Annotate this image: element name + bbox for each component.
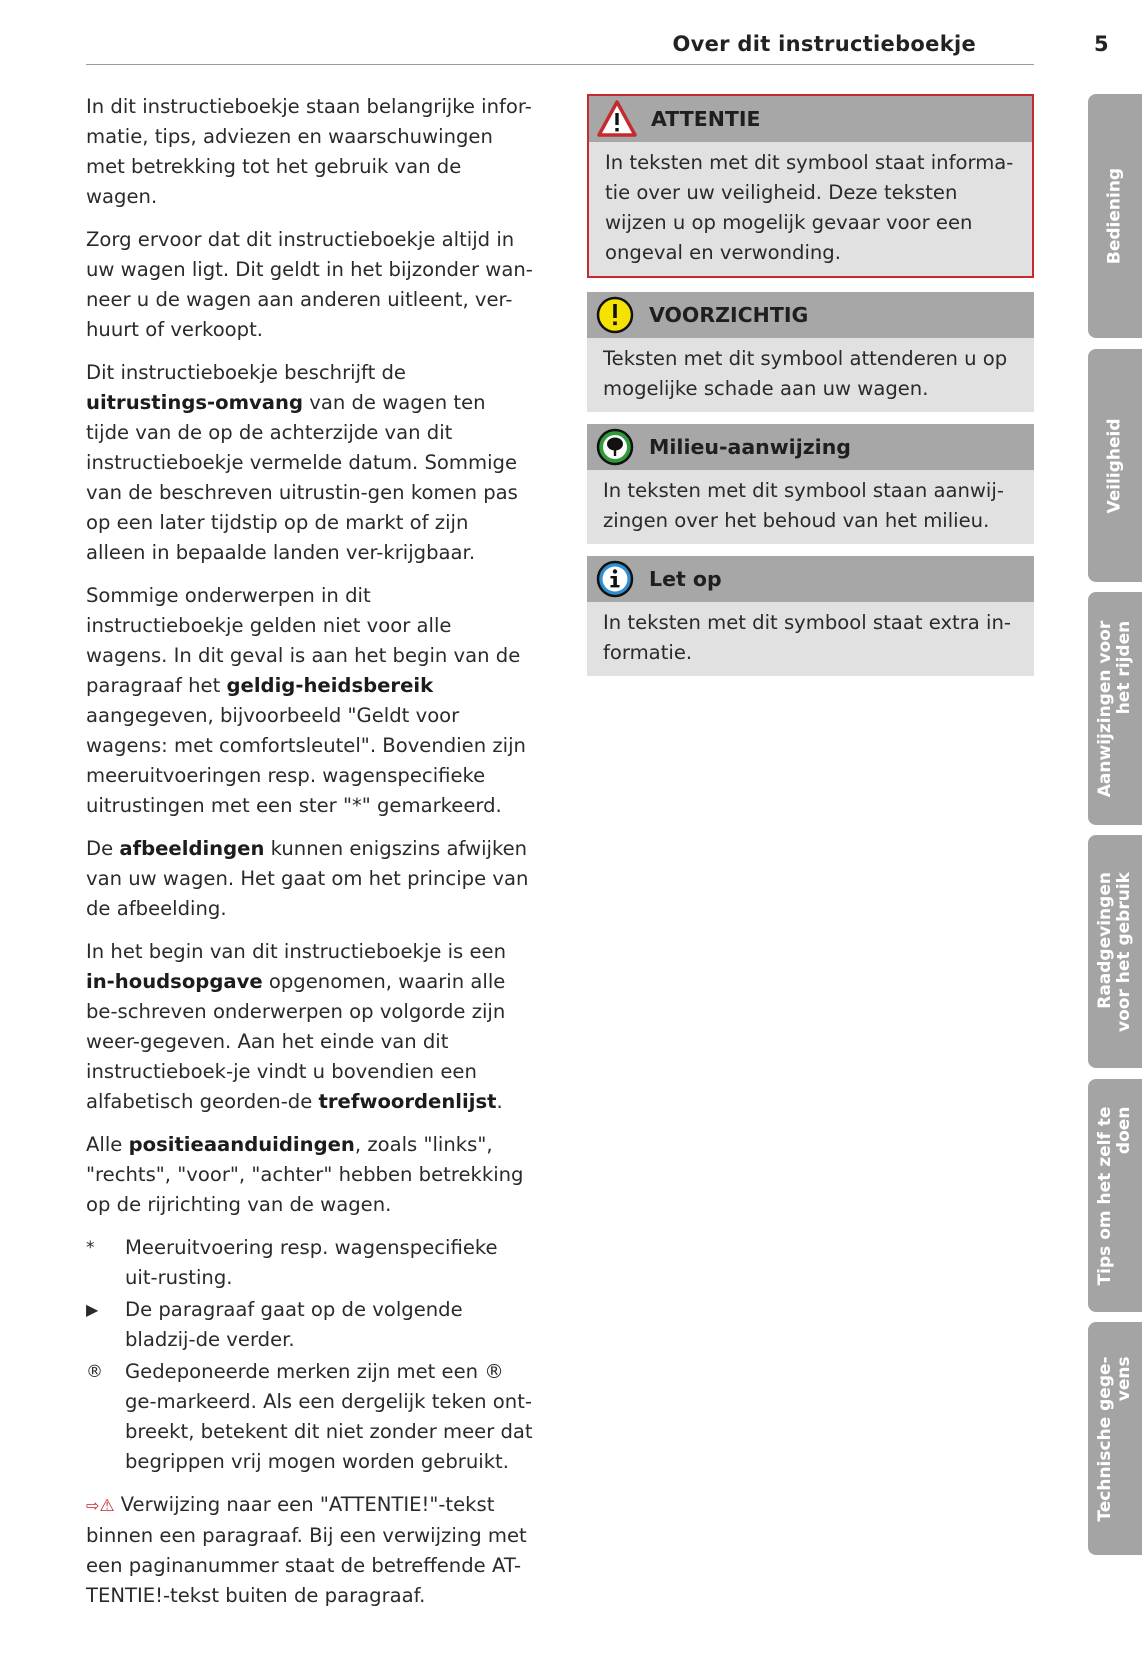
legend-text: De paragraaf gaat op de volgende bladzij-de verder. — [125, 1298, 463, 1351]
legend-text: Gedeponeerde merken zijn met een ® ge-markeerd. Als een dergelijk teken ont-breekt, betekent dit niet zonder meer dat begrippen vrij mogen worden gebruikt. — [125, 1360, 533, 1473]
header-rule — [86, 64, 1034, 65]
side-tab-label-line2: vens — [1114, 1355, 1134, 1401]
tree-environment-icon — [595, 427, 635, 467]
caution-exclamation-icon — [595, 295, 635, 335]
side-tab-label: Aanwijzingen voor — [1095, 620, 1115, 797]
paragraph-contents: In het begin van dit instructieboekje is een in-houdsopgave opgenomen, waarin alle be-schreven onderwerpen op volgorde zijn weer-gegeven. Aan het einde van dit instructieboek-je vindt u bovendien een alfabetisch georden-de trefwoordenlijst. — [86, 940, 507, 1113]
warning-triangle-icon — [597, 99, 637, 139]
environment-box-header — [587, 424, 1034, 470]
caution-box-title: VOORZICHTIG — [649, 303, 809, 327]
warning-triangle-icon: ⚠ — [99, 1496, 115, 1516]
header-title: Over dit instructieboekje — [672, 32, 976, 56]
side-tab-technische[interactable] — [1088, 1322, 1142, 1555]
paragraph-illustrations: De afbeeldingen kunnen enigszins afwijken van uw wagen. Het gaat om het principe van de afbeelding. — [86, 837, 529, 920]
note-box-text: In teksten met dit symbool staat extra in-formatie. — [603, 611, 1011, 664]
side-tab-label: Raadgevingen — [1095, 871, 1115, 1009]
environment-box — [587, 424, 1034, 544]
paragraph-intro: In dit instructieboekje staan belangrijke infor-matie, tips, adviezen en waarschuwingen met betrekking tot het gebruik van de wagen. — [86, 95, 532, 208]
side-tab-tips[interactable] — [1088, 1079, 1142, 1312]
legend-item-registered — [86, 1357, 534, 1477]
attention-box-title: ATTENTIE — [651, 107, 761, 131]
side-tab-label-line2: het rijden — [1114, 620, 1134, 714]
legend-item-continue — [86, 1295, 534, 1355]
legend-item-asterisk — [86, 1233, 534, 1293]
side-tab-label: Bediening — [1104, 167, 1125, 265]
left-column — [86, 92, 534, 1624]
side-tab-veiligheid[interactable] — [1088, 349, 1142, 582]
environment-box-text: In teksten met dit symbool staan aanwij-zingen over het behoud van het milieu. — [603, 479, 1004, 532]
attention-box — [587, 94, 1034, 278]
registered-icon: ® — [86, 1362, 103, 1382]
info-icon — [595, 559, 635, 599]
paragraph-validity: Sommige onderwerpen in dit instructieboekje gelden niet voor alle wagens. In dit geval is aan het begin van de paragraaf het geldig-heidsbereik aangegeven, bijvoorbeeld "Geldt voor wagens: met comfortsleutel". Bovendien zijn meeruitvoeringen resp. wagenspecifieke uitrustingen met een ster "*" gemarkeerd. — [86, 584, 526, 817]
paragraph-attention-reference: ⇨⚠ Verwijzing naar een "ATTENTIE!"-tekst binnen een paragraaf. Bij een verwijzing met een paginanummer staat de betreffende AT-TENTIE!-tekst buiten de paragraaf. — [86, 1493, 527, 1607]
side-tab-raadgevingen[interactable] — [1088, 835, 1142, 1068]
side-tab-bediening[interactable] — [1088, 94, 1142, 338]
note-box — [587, 556, 1034, 676]
attention-box-text: In teksten met dit symbool staat informa-tie over uw veiligheid. Deze teksten wijzen u op mogelijk gevaar voor een ongeval en verwonding. — [605, 151, 1014, 264]
legend-text: Meeruitvoering resp. wagenspecifieke uit-rusting. — [125, 1236, 498, 1289]
side-tab-label: Technische gege- — [1095, 1355, 1115, 1522]
paragraph-equipment-scope: Dit instructieboekje beschrijft de uitrustings-omvang van de wagen ten tijde van de op de achterzijde van dit instructieboekje vermelde datum. Sommige van de beschreven uitrustin-gen komen pas op een later tijdstip op de markt of zijn alleen in bepaalde landen ver-krijgbaar. — [86, 361, 518, 564]
reference-arrow-icon: ⇨ — [86, 1496, 100, 1515]
side-tab-label: Veiligheid — [1104, 417, 1125, 514]
continue-arrow-icon: ▶ — [86, 1300, 99, 1319]
note-box-header — [587, 556, 1034, 602]
caution-box-text: Teksten met dit symbool attenderen u op mogelijke schade aan uw wagen. — [603, 347, 1008, 400]
paragraph-keep-in-car: Zorg ervoor dat dit instructieboekje altijd in uw wagen ligt. Dit geldt in het bijzonder wan-neer u de wagen aan anderen uitleent, ver-huurt of verkoopt. — [86, 228, 533, 341]
side-tab-label: Tips om het zelf te — [1095, 1106, 1115, 1285]
paragraph-positions: Alle positieaanduidingen, zoals "links", "rechts", "voor", "achter" hebben betrekking op de rijrichting van de wagen. — [86, 1133, 524, 1216]
side-tab-label-line2: doen — [1114, 1106, 1134, 1154]
caution-box-header — [587, 292, 1034, 338]
side-tab-label-line2: voor het gebruik — [1114, 871, 1134, 1032]
note-box-title: Let op — [649, 567, 722, 591]
asterisk-icon: * — [86, 1238, 95, 1258]
environment-box-title: Milieu-aanwijzing — [649, 435, 851, 459]
right-column — [587, 94, 1034, 688]
page-number: 5 — [1094, 32, 1109, 56]
symbol-legend — [86, 1233, 534, 1477]
side-tab-aanwijzingen[interactable] — [1088, 592, 1142, 825]
attention-box-header — [589, 96, 1032, 142]
caution-box — [587, 292, 1034, 412]
